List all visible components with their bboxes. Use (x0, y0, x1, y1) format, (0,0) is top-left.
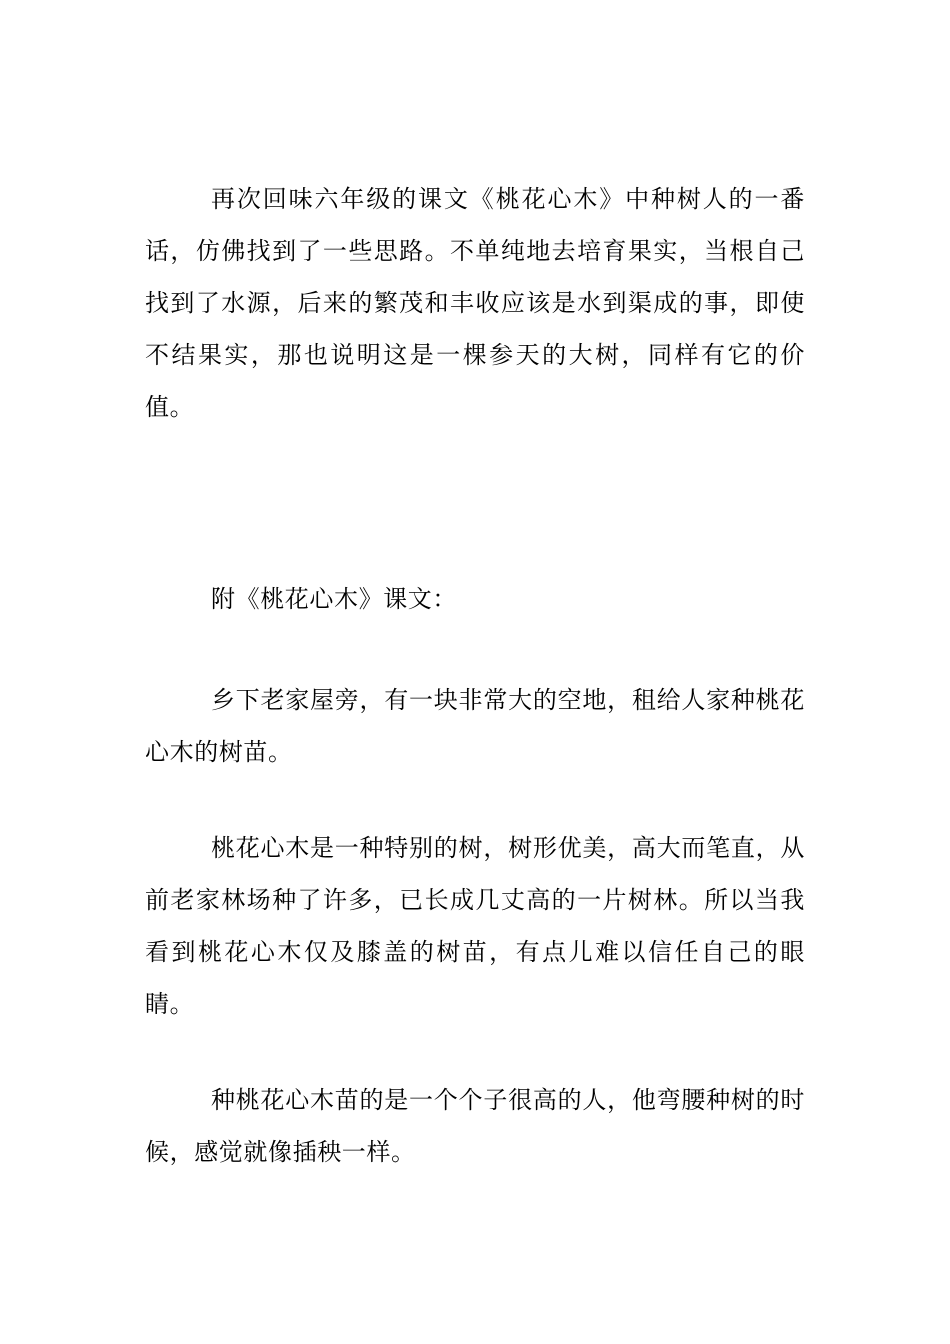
paragraph-reflection: 再次回味六年级的课文《桃花心木》中种树人的一番话，仿佛找到了一些思路。不单纯地去培育果实，当根自己找到了水源，后来的繁茂和丰收应该是水到渠成的事，即使不结果实，那也说明这是一棵参天的大树，同样有它的价值。 (145, 185, 805, 421)
paragraph-text-1: 乡下老家屋旁，有一块非常大的空地，租给人家种桃花心木的树苗。 (145, 686, 805, 766)
paragraph-appendix-heading: 附《桃花心木》课文： (211, 585, 457, 613)
paragraph-text-2: 桃花心木是一种特别的树，树形优美，高大而笔直，从前老家林场种了许多，已长成几丈高的一片树林。所以当我看到桃花心木仅及膝盖的树苗，有点儿难以信任自己的眼睛。 (145, 834, 805, 1018)
paragraph-text-3: 种桃花心木苗的是一个个子很高的人，他弯腰种树的时候，感觉就像插秧一样。 (145, 1086, 805, 1166)
